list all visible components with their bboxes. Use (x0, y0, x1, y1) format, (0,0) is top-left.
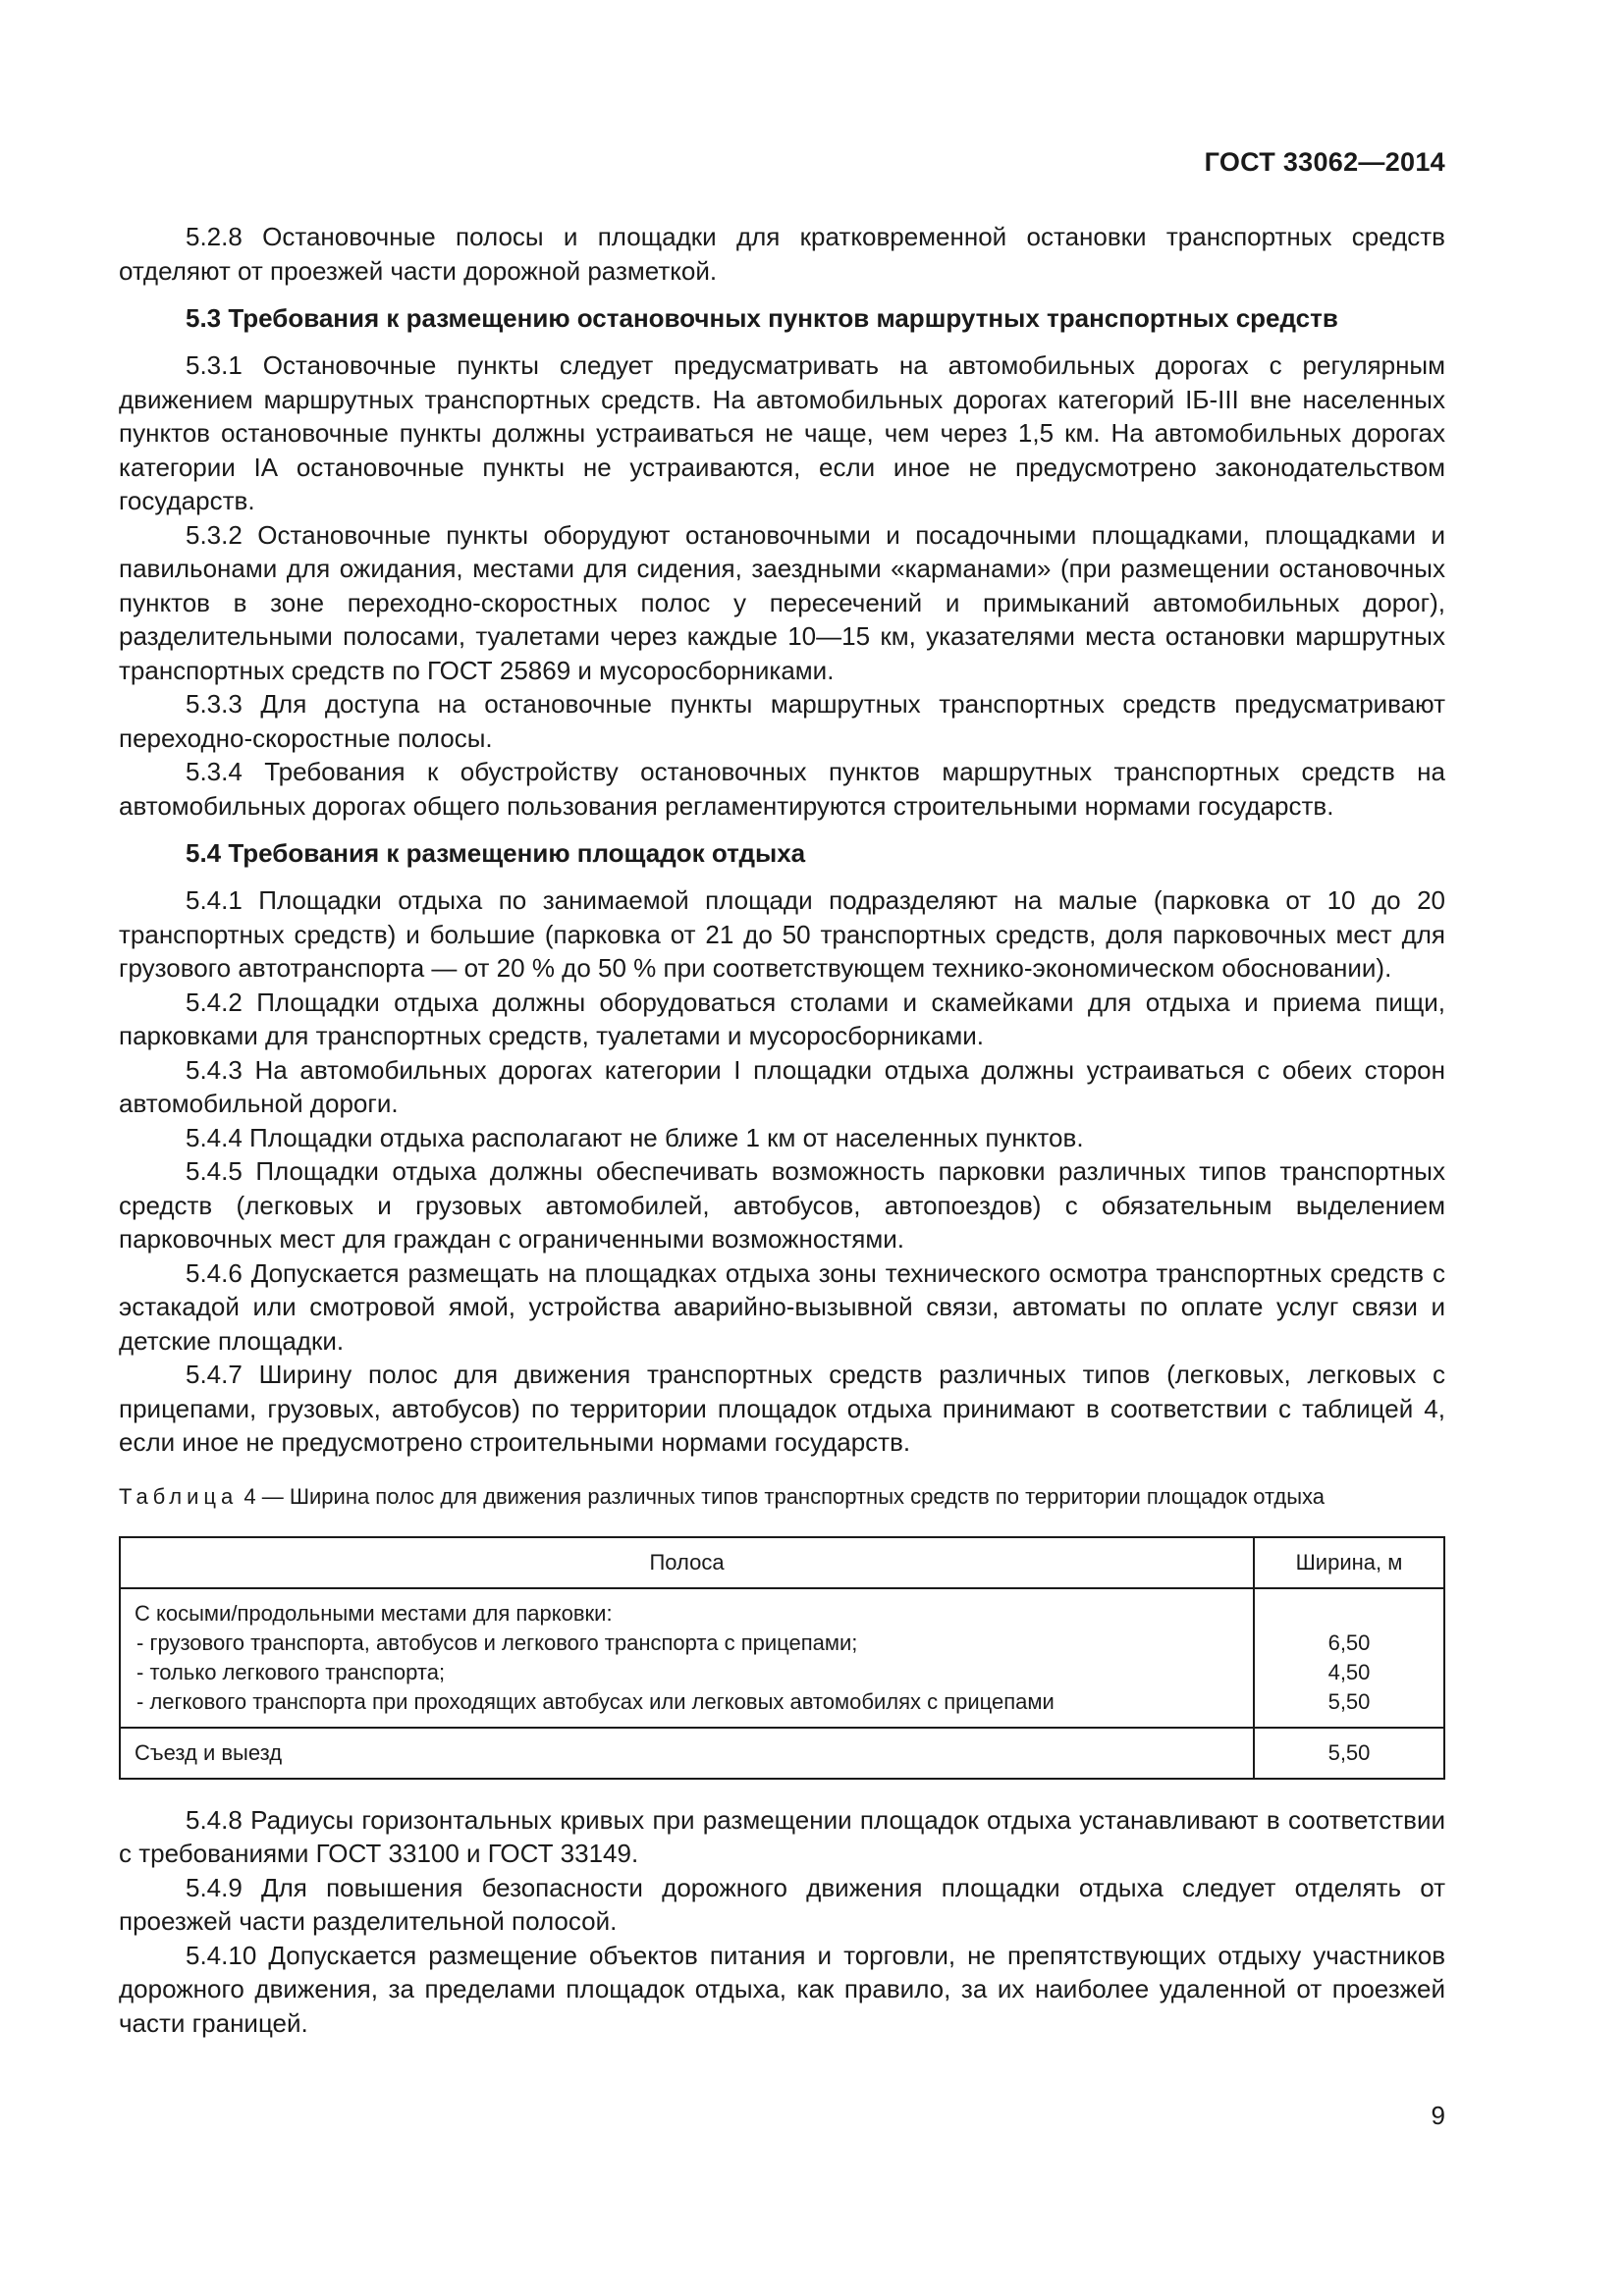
paragraph-5-3-1: 5.3.1 Остановочные пункты следует предусматривать на автомобильных дорогах с регулярным движением маршрутных транспортных средств. На автомобильных дорогах категорий ІБ-ІІІ вне населенных пунктов остановочные пункты должны устраиваться не чаще, чем через 1,5 км. На автомобильных дорогах категории ІА остановочные пункты не устраиваются, если иное не предусмотрено законодательством государств. (119, 350, 1445, 515)
paragraph-5-4-5: 5.4.5 Площадки отдыха должны обеспечивать возможность парковки различных типов транспортных средств (легковых и грузовых автомобилей, автобусов, автопоездов) с обязательным выделением парковочных мест для граждан с ограниченными возможностями. (119, 1156, 1445, 1254)
paragraph-5-2-8: 5.2.8 Остановочные полосы и площадки для кратковременной остановки транспортных средств отделяют от проезжей части дорожной разметкой. (119, 222, 1445, 286)
paragraph-5-4-10: 5.4.10 Допускается размещение объектов питания и торговли, не препятствующих отдыху участников дорожного движения, за пределами площадок отдыха, как правило, за их наиболее удаленной от проезжей части границей. (119, 1940, 1445, 2038)
paragraph-5-3-4: 5.3.4 Требования к обустройству остановочных пунктов маршрутных транспортных средств на автомобильных дорогах общего пользования регламентируются строительными нормами государств. (119, 757, 1445, 821)
table-caption-text: 4 — Ширина полос для движения различных типов транспортных средств по территории площадок отдыха (238, 1483, 1326, 1509)
width-cell (1254, 1588, 1444, 1728)
table-caption (119, 1483, 1445, 1511)
page-number: 9 (1431, 2101, 1445, 2130)
section-heading-5-3: 5.3 Требования к размещению остановочных пунктов маршрутных транспортных средств (186, 303, 1338, 333)
lane-group-heading: С косыми/продольными местами для парковки: (135, 1600, 613, 1626)
width-value: 4,50 (1327, 1659, 1371, 1684)
table-row (120, 1728, 1444, 1779)
lane-cell (120, 1588, 1254, 1728)
paragraph-5-4-4: 5.4.4 Площадки отдыха располагают не ближе 1 км от населенных пунктов. (186, 1122, 1084, 1152)
lane-subitem: - грузового транспорта, автобусов и легкового транспорта с прицепами; (136, 1629, 858, 1655)
column-header-width: Ширина, м (1254, 1537, 1444, 1588)
width-value: 5,50 (1254, 1728, 1444, 1779)
paragraph-5-4-2: 5.4.2 Площадки отдыха должны оборудоваться столами и скамейками для отдыха и приема пищи, парковками для транспортных средств, туалетами и мусоросборниками. (119, 987, 1445, 1050)
lane-cell: Съезд и выезд (120, 1728, 1254, 1779)
lane-width-table (119, 1536, 1445, 1780)
paragraph-5-3-3: 5.3.3 Для доступа на остановочные пункты маршрутных транспортных средств предусматривают переходно-скоростные полосы. (119, 689, 1445, 753)
table-header-row (120, 1537, 1444, 1588)
section-heading-5-4: 5.4 Требования к размещению площадок отдыха (186, 838, 806, 868)
paragraph-5-4-1: 5.4.1 Площадки отдыха по занимаемой площади подразделяют на малые (парковка от 10 до 20 транспортных средств) и большие (парковка от 21 до 50 транспортных средств, доля парковочных мест для грузового автотранспорта — от 20 % до 50 % при соответствующем технико-экономическом обосновании). (119, 885, 1445, 983)
lane-subitem: - легкового транспорта при проходящих автобусах или легковых автомобилях с прицепами (136, 1688, 1055, 1714)
width-value: 5,50 (1327, 1688, 1371, 1714)
width-value: 6,50 (1327, 1629, 1371, 1655)
document-body (119, 220, 1445, 2040)
table-row (120, 1588, 1444, 1728)
paragraph-5-3-2: 5.3.2 Остановочные пункты оборудуют остановочными и посадочными площадками, площадками и павильонами для ожидания, местами для сидения, заездными «карманами» (при размещении остановочных пунктов в зоне переходно-скоростных полос у пересечений и примыканий автомобильных дорог), разделительными полосами, туалетами через каждые 10—15 км, указателями места остановки маршрутных транспортных средств по ГОСТ 25869 и мусоросборниками. (119, 519, 1445, 685)
column-header-lane: Полоса (120, 1537, 1254, 1588)
paragraph-5-4-6: 5.4.6 Допускается размещать на площадках отдыха зоны технического осмотра транспортных средств с эстакадой или смотровой ямой, устройства аварийно-вызывной связи, автоматы по оплате услуг связи и детские площадки. (119, 1257, 1445, 1356)
document-header: ГОСТ 33062—2014 (1204, 147, 1445, 177)
paragraph-5-4-8: 5.4.8 Радиусы горизонтальных кривых при размещении площадок отдыха устанавливают в соответствии с требованиями ГОСТ 33100 и ГОСТ 33149. (119, 1804, 1445, 1868)
paragraph-5-4-3: 5.4.3 На автомобильных дорогах категории І площадки отдыха должны устраиваться с обеих сторон автомобильной дороги. (119, 1054, 1445, 1118)
table-caption-label: Таблица (119, 1483, 239, 1509)
paragraph-5-4-9: 5.4.9 Для повышения безопасности дорожного движения площадки отдыха следует отделять от проезжей части разделительной полосой. (119, 1872, 1445, 1936)
lane-subitem: - только легкового транспорта; (136, 1659, 446, 1684)
closing-paragraphs (119, 1803, 1445, 2041)
paragraph-5-4-7: 5.4.7 Ширину полос для движения транспортных средств различных типов (легковых, легковых с прицепами, грузовых, автобусов) по территории площадок отдыха принимают в соответствии с таблицей 4, если иное не предусмотрено строительными нормами государств. (119, 1360, 1445, 1457)
